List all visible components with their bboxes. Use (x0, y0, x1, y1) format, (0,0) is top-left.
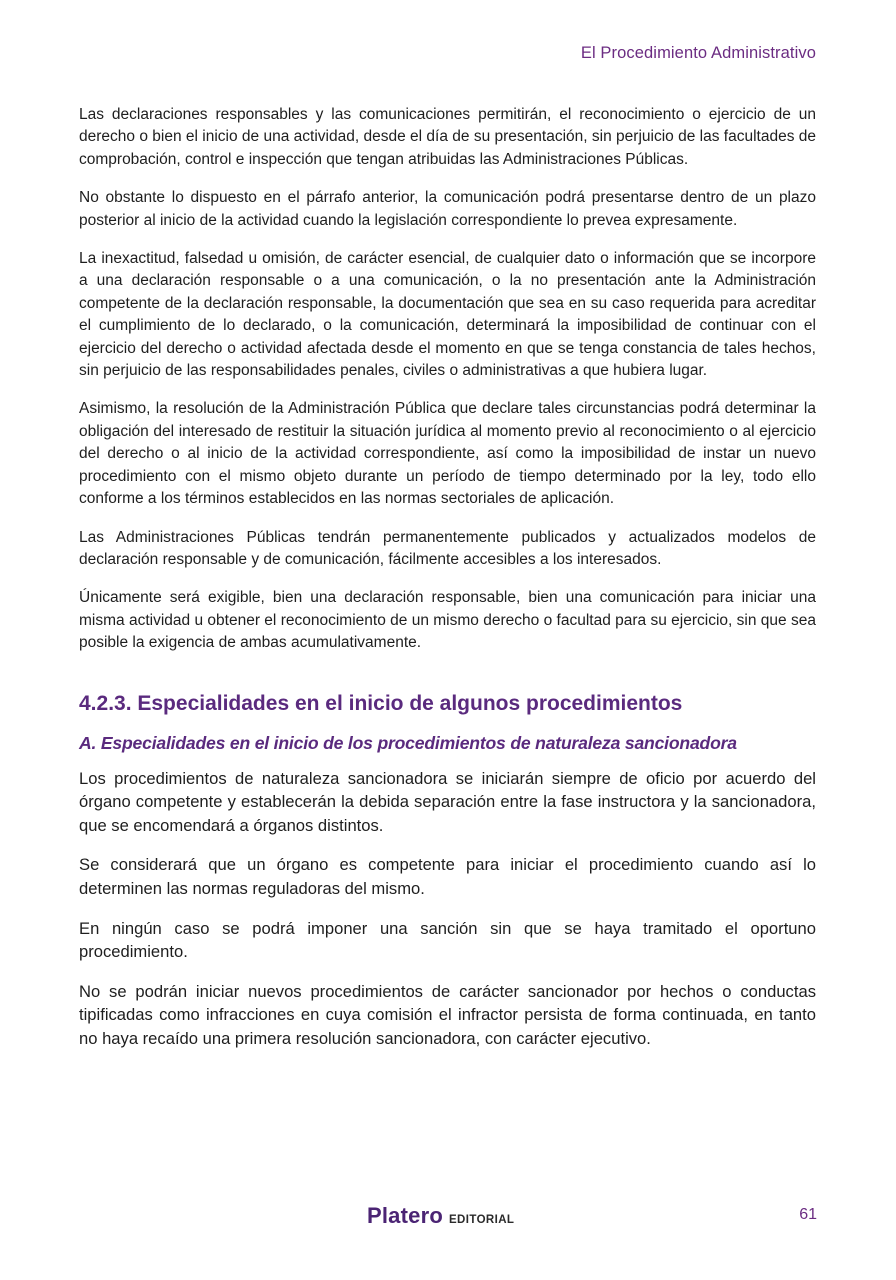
page-number: 61 (799, 1206, 817, 1223)
body-paragraph: No se podrán iniciar nuevos procedimientos de carácter sancionador por hechos o conductas tipificadas como infracciones en cuya comisión el infractor persista de forma continuada, en tanto no haya recaído una primera resolución sancionadora, con carácter ejecutivo. (79, 981, 816, 1048)
publisher-suffix: EDITORIAL (448, 1214, 515, 1226)
body-paragraph: No obstante lo dispuesto en el párrafo anterior, la comunicación podrá presentarse dentro de un plazo posterior al inicio de la actividad cuando la legislación correspondiente lo prevea expresamente. (79, 189, 816, 229)
running-header: El Procedimiento Administrativo (580, 44, 816, 62)
body-paragraph: Se considerará que un órgano es competente para iniciar el procedimiento cuando así lo determinen las normas reguladoras del mismo. (79, 855, 816, 898)
publisher-logo (367, 1203, 514, 1229)
body-paragraph: Las Administraciones Públicas tendrán permanentemente publicados y actualizados modelos de declaración responsable y de comunicación, fácilmente accesibles a los interesados. (79, 528, 816, 568)
section-heading: 4.2.3. Especialidades en el inicio de algunos procedimientos (79, 691, 683, 715)
body-paragraph: La inexactitud, falsedad u omisión, de carácter esencial, de cualquier dato o información que se incorpore a una declaración responsable o a una comunicación, o la no presentación ante la Administración competente de la declaración responsable, la documentación que sea en su caso requerida para acreditar el cumplimiento de lo declarado, o la comunicación, determinará la imposibilidad de continuar con el ejercicio del derecho o actividad afectada desde el momento en que se tenga constancia de tales hechos, sin perjuicio de las responsabilidades penales, civiles o administrativas a que hubiera lugar. (79, 250, 816, 380)
body-paragraph: Únicamente será exigible, bien una declaración responsable, bien una comunicación para iniciar una misma actividad u obtener el reconocimiento de un mismo derecho o facultad para su ejercicio, sin que sea posible la exigencia de ambas acumulativamente. (79, 589, 816, 652)
body-paragraph: Asimismo, la resolución de la Administración Pública que declare tales circunstancias podrá determinar la obligación del interesado de restituir la situación jurídica al momento previo al reconocimiento o al ejercicio del derecho o al inicio de la actividad correspondiente, así como la imposibilidad de instar un nuevo procedimiento con el mismo objeto durante un período de tiempo determinado por la ley, todo ello conforme a los términos establecidos en las normas sectoriales de aplicación. (79, 400, 816, 508)
body-paragraph: Las declaraciones responsables y las comunicaciones permitirán, el reconocimiento o ejercicio de un derecho o bien el inicio de una actividad, desde el día de su presentación, sin perjuicio de las facultades de comprobación, control e inspección que tengan atribuidas las Administraciones Públicas. (79, 106, 816, 168)
sub-heading: A. Especialidades en el inicio de los procedimientos de naturaleza sancionadora (79, 732, 737, 753)
publisher-name: Platero (367, 1203, 443, 1228)
body-paragraph: En ningún caso se podrá imponer una sanción sin que se haya tramitado el oportuno procedimiento. (79, 918, 816, 962)
body-paragraph: Los procedimientos de naturaleza sancionadora se iniciarán siempre de oficio por acuerdo del órgano competente y establecerán la debida separación entre la fase instructora y la sancionadora, que se encomendará a órganos distintos. (79, 768, 816, 835)
page-body (79, 104, 816, 1066)
